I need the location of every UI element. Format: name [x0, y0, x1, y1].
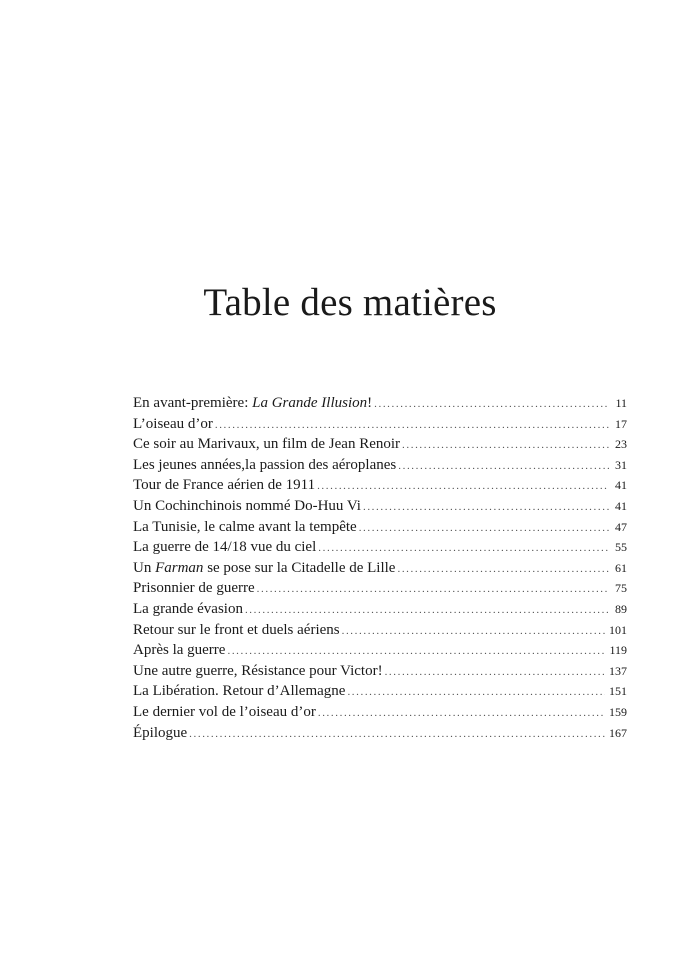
title-text: Un Cochinchinois nommé Do-Huu Vi [133, 497, 361, 514]
toc-entry [133, 496, 627, 517]
toc-entry-title [133, 434, 400, 455]
dot-leader [215, 415, 609, 436]
toc-entry [133, 578, 627, 599]
toc-entry-title [133, 681, 345, 702]
page-number: 23 [615, 437, 627, 452]
title-text: Tour de France aérien de 1911 [133, 477, 316, 494]
toc-entry-title [133, 414, 213, 435]
page-number: 55 [615, 540, 627, 555]
title-text: se pose sur la Citadelle de Lille [203, 559, 396, 576]
toc-entry-title [133, 578, 255, 599]
title-text: Après la guerre [133, 642, 226, 659]
toc-entry [133, 414, 627, 435]
title-text: Les jeunes années,la passion des aéroplanes [133, 456, 397, 473]
toc-entry-title [133, 537, 316, 558]
dot-leader [318, 538, 609, 559]
dot-leader [402, 435, 609, 456]
title-text: Prisonnier de guerre [133, 580, 255, 597]
page-number: 31 [615, 457, 627, 472]
italic-title: La Grande Illusion [252, 395, 368, 411]
toc-entry-title [133, 496, 361, 517]
toc-entry [133, 661, 627, 682]
page-number: 159 [609, 704, 627, 719]
table-of-contents [133, 393, 627, 743]
toc-entry-title [133, 517, 357, 538]
dot-leader [359, 518, 609, 539]
toc-entry [133, 517, 627, 538]
toc-entry [133, 640, 627, 661]
toc-entry [133, 434, 627, 455]
toc-entry-title [133, 599, 243, 620]
toc-entry [133, 558, 627, 579]
italic-title: Farman [155, 559, 204, 576]
dot-leader [347, 682, 605, 703]
title-text: Retour sur le front et duels aériens [133, 621, 340, 638]
page-title: Table des matières [203, 281, 497, 324]
toc-entry [133, 599, 627, 620]
title-text: Épilogue [133, 724, 188, 741]
dot-leader [385, 662, 605, 683]
title-text: Ce soir au Marivaux, un film de Jean Renoir [133, 436, 401, 453]
title-text: Une autre guerre, Résistance pour Victor! [133, 662, 383, 679]
dot-leader [227, 641, 605, 662]
page-number: 119 [609, 643, 627, 658]
title-text: La Tunisie, le calme avant la tempête [133, 518, 357, 535]
page-number: 11 [615, 396, 627, 410]
toc-entry-title [133, 455, 396, 476]
dot-leader [374, 394, 609, 415]
toc-entry [133, 475, 627, 496]
toc-entry-title [133, 640, 225, 661]
title-text: L’oiseau d’or [133, 415, 213, 432]
title-text: ! [367, 395, 373, 411]
toc-entry [133, 537, 627, 558]
toc-entry-title [133, 723, 187, 744]
title-text: Un [133, 559, 156, 576]
dot-leader [245, 600, 609, 621]
toc-entry-title [133, 620, 340, 641]
title-text: En avant-première: [133, 395, 253, 411]
dot-leader [257, 579, 609, 600]
page-number: 89 [615, 601, 627, 616]
toc-entry [133, 702, 627, 723]
toc-entry-title [133, 393, 372, 414]
dot-leader [318, 703, 605, 724]
toc-entry [133, 723, 627, 744]
dot-leader [363, 497, 609, 518]
page-number: 61 [615, 560, 627, 575]
page-number: 151 [609, 684, 627, 699]
title-text: Le dernier vol de l’oiseau d’or [133, 703, 316, 720]
title-text: La guerre de 14/18 vue du ciel [133, 539, 317, 556]
dot-leader [397, 559, 609, 580]
page-number: 167 [609, 725, 627, 740]
title-text: La grande évasion [133, 600, 243, 617]
title-text: La Libération. Retour d’Allemagne [133, 683, 346, 700]
toc-entry-title [133, 702, 316, 723]
toc-entry [133, 393, 627, 414]
page-number: 17 [615, 416, 627, 431]
dot-leader [189, 724, 605, 745]
toc-entry [133, 620, 627, 641]
toc-entry-title [133, 558, 395, 579]
dot-leader [317, 476, 609, 497]
dot-leader [342, 621, 605, 642]
toc-entry-title [133, 661, 383, 682]
toc-entry [133, 681, 627, 702]
toc-entry-title [133, 475, 315, 496]
page-number: 41 [615, 498, 627, 513]
page-number: 101 [609, 622, 627, 637]
dot-leader [398, 456, 609, 477]
page-number: 47 [615, 519, 627, 534]
page-number: 41 [615, 478, 627, 493]
page-number: 137 [609, 663, 627, 678]
toc-entry [133, 455, 627, 476]
page-number: 75 [615, 581, 627, 596]
